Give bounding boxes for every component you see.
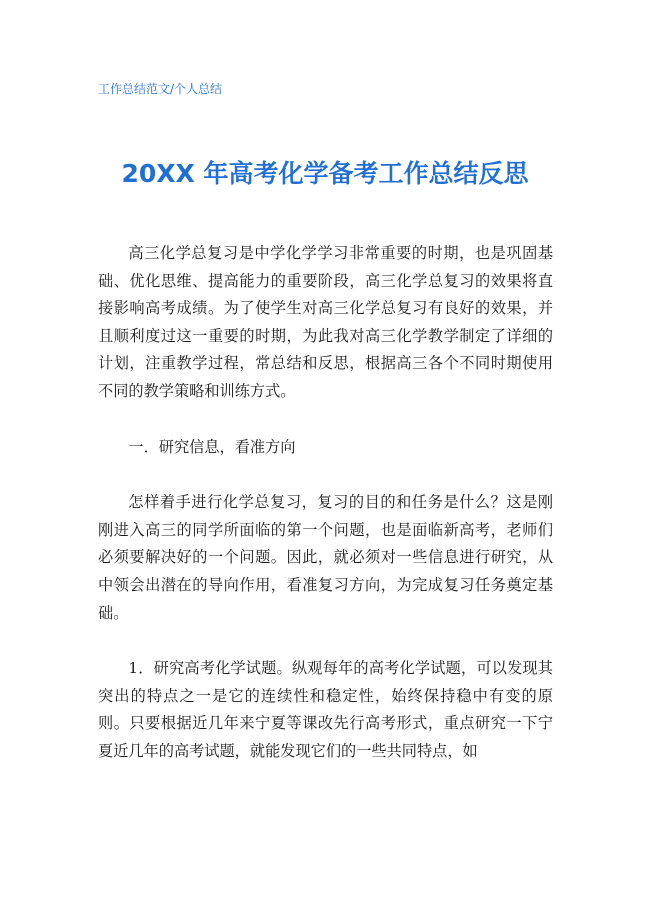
section-heading: 一．研究信息，看准方向 — [128, 437, 296, 456]
breadcrumb: 工作总结范文/个人总结 — [98, 82, 223, 96]
paragraph-intro: 高三化学总复习是中学化学学习非常重要的时期，也是巩固基础、优化思维、提高能力的重要阶段，高三化学总复习的效果将直接影响高考成绩。为了使学生对高三化学总复习有良好的效果，并且顺利度过这一重要的时期，为此我对高三化学教学制定了详细的计划，注重教学过程，常总结和反思，根据高三各个不同时期使用不同的教学策略和训练方式。 — [98, 244, 553, 400]
document-title: 20XX 年高考化学备考工作总结反思 — [121, 159, 529, 188]
document-body — [98, 240, 553, 766]
paragraph-section-1: 怎样着手进行化学总复习，复习的目的和任务是什么？这是刚刚进入高三的同学所面临的第一个问题，也是面临新高考，老师们必须要解决好的一个问题。因此，就必须对一些信息进行研究，从中领会出潜在的导向作用，看准复习方向，为完成复习任务奠定基础。 — [98, 493, 553, 622]
paragraph-item-1: 1．研究高考化学试题。纵观每年的高考化学试题，可以发现其突出的特点之一是它的连续性和稳定性，始终保持稳中有变的原则。只要根据近几年来宁夏等课改先行高考形式，重点研究一下宁夏近几年的高考试题，就能发现它们的一些共同特点，如 — [98, 659, 553, 760]
